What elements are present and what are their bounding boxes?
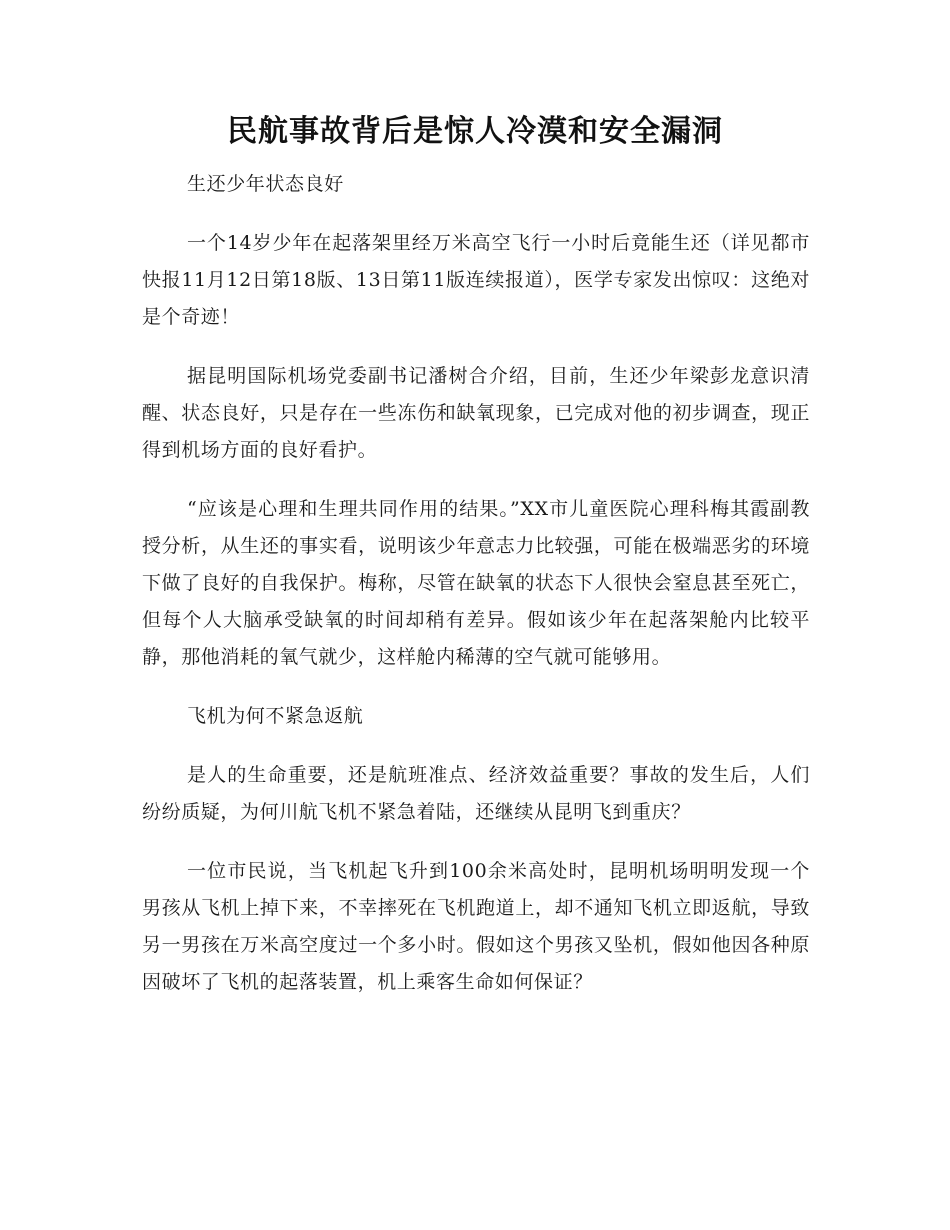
paragraph: 一个14岁少年在起落架里经万米高空飞行一小时后竟能生还（详见都市快报11月12日第18版、13日第11版连续报道），医学专家发出惊叹：这绝对是个奇迹！ bbox=[142, 232, 810, 328]
paragraph: 一位市民说，当飞机起飞升到100余米高处时，昆明机场明明发现一个男孩从飞机上掉下来，不幸摔死在飞机跑道上，却不通知飞机立即返航，导致另一男孩在万米高空度过一个多小时。假如这个男孩又坠机，假如他因各种原因破坏了飞机的起落装置，机上乘客生命如何保证？ bbox=[142, 860, 810, 993]
section-heading: 飞机为何不紧急返航 bbox=[187, 705, 364, 727]
document-body bbox=[142, 166, 810, 1023]
paragraph: 据昆明国际机场党委副书记潘树合介绍，目前，生还少年梁彭龙意识清醒、状态良好，只是存在一些冻伤和缺氧现象，已完成对他的初步调查，现正得到机场方面的良好看护。 bbox=[142, 365, 810, 461]
paragraph: “应该是心理和生理共同作用的结果。”XX市儿童医院心理科梅其霞副教授分析，从生还的事实看，说明该少年意志力比较强，可能在极端恶劣的环境下做了良好的自我保护。梅称，尽管在缺氧的状态下人很快会窒息甚至死亡，但每个人大脑承受缺氧的时间却稍有差异。假如该少年在起落架舱内比较平静，那他消耗的氧气就少，这样舱内稀薄的空气就可能够用。 bbox=[142, 498, 810, 668]
section-heading: 生还少年状态良好 bbox=[187, 173, 344, 195]
document-title: 民航事故背后是惊人冷漠和安全漏洞 bbox=[227, 114, 723, 149]
paragraph: 是人的生命重要，还是航班准点、经济效益重要？事故的发生后，人们纷纷质疑，为何川航飞机不紧急着陆，还继续从昆明飞到重庆？ bbox=[142, 764, 810, 823]
